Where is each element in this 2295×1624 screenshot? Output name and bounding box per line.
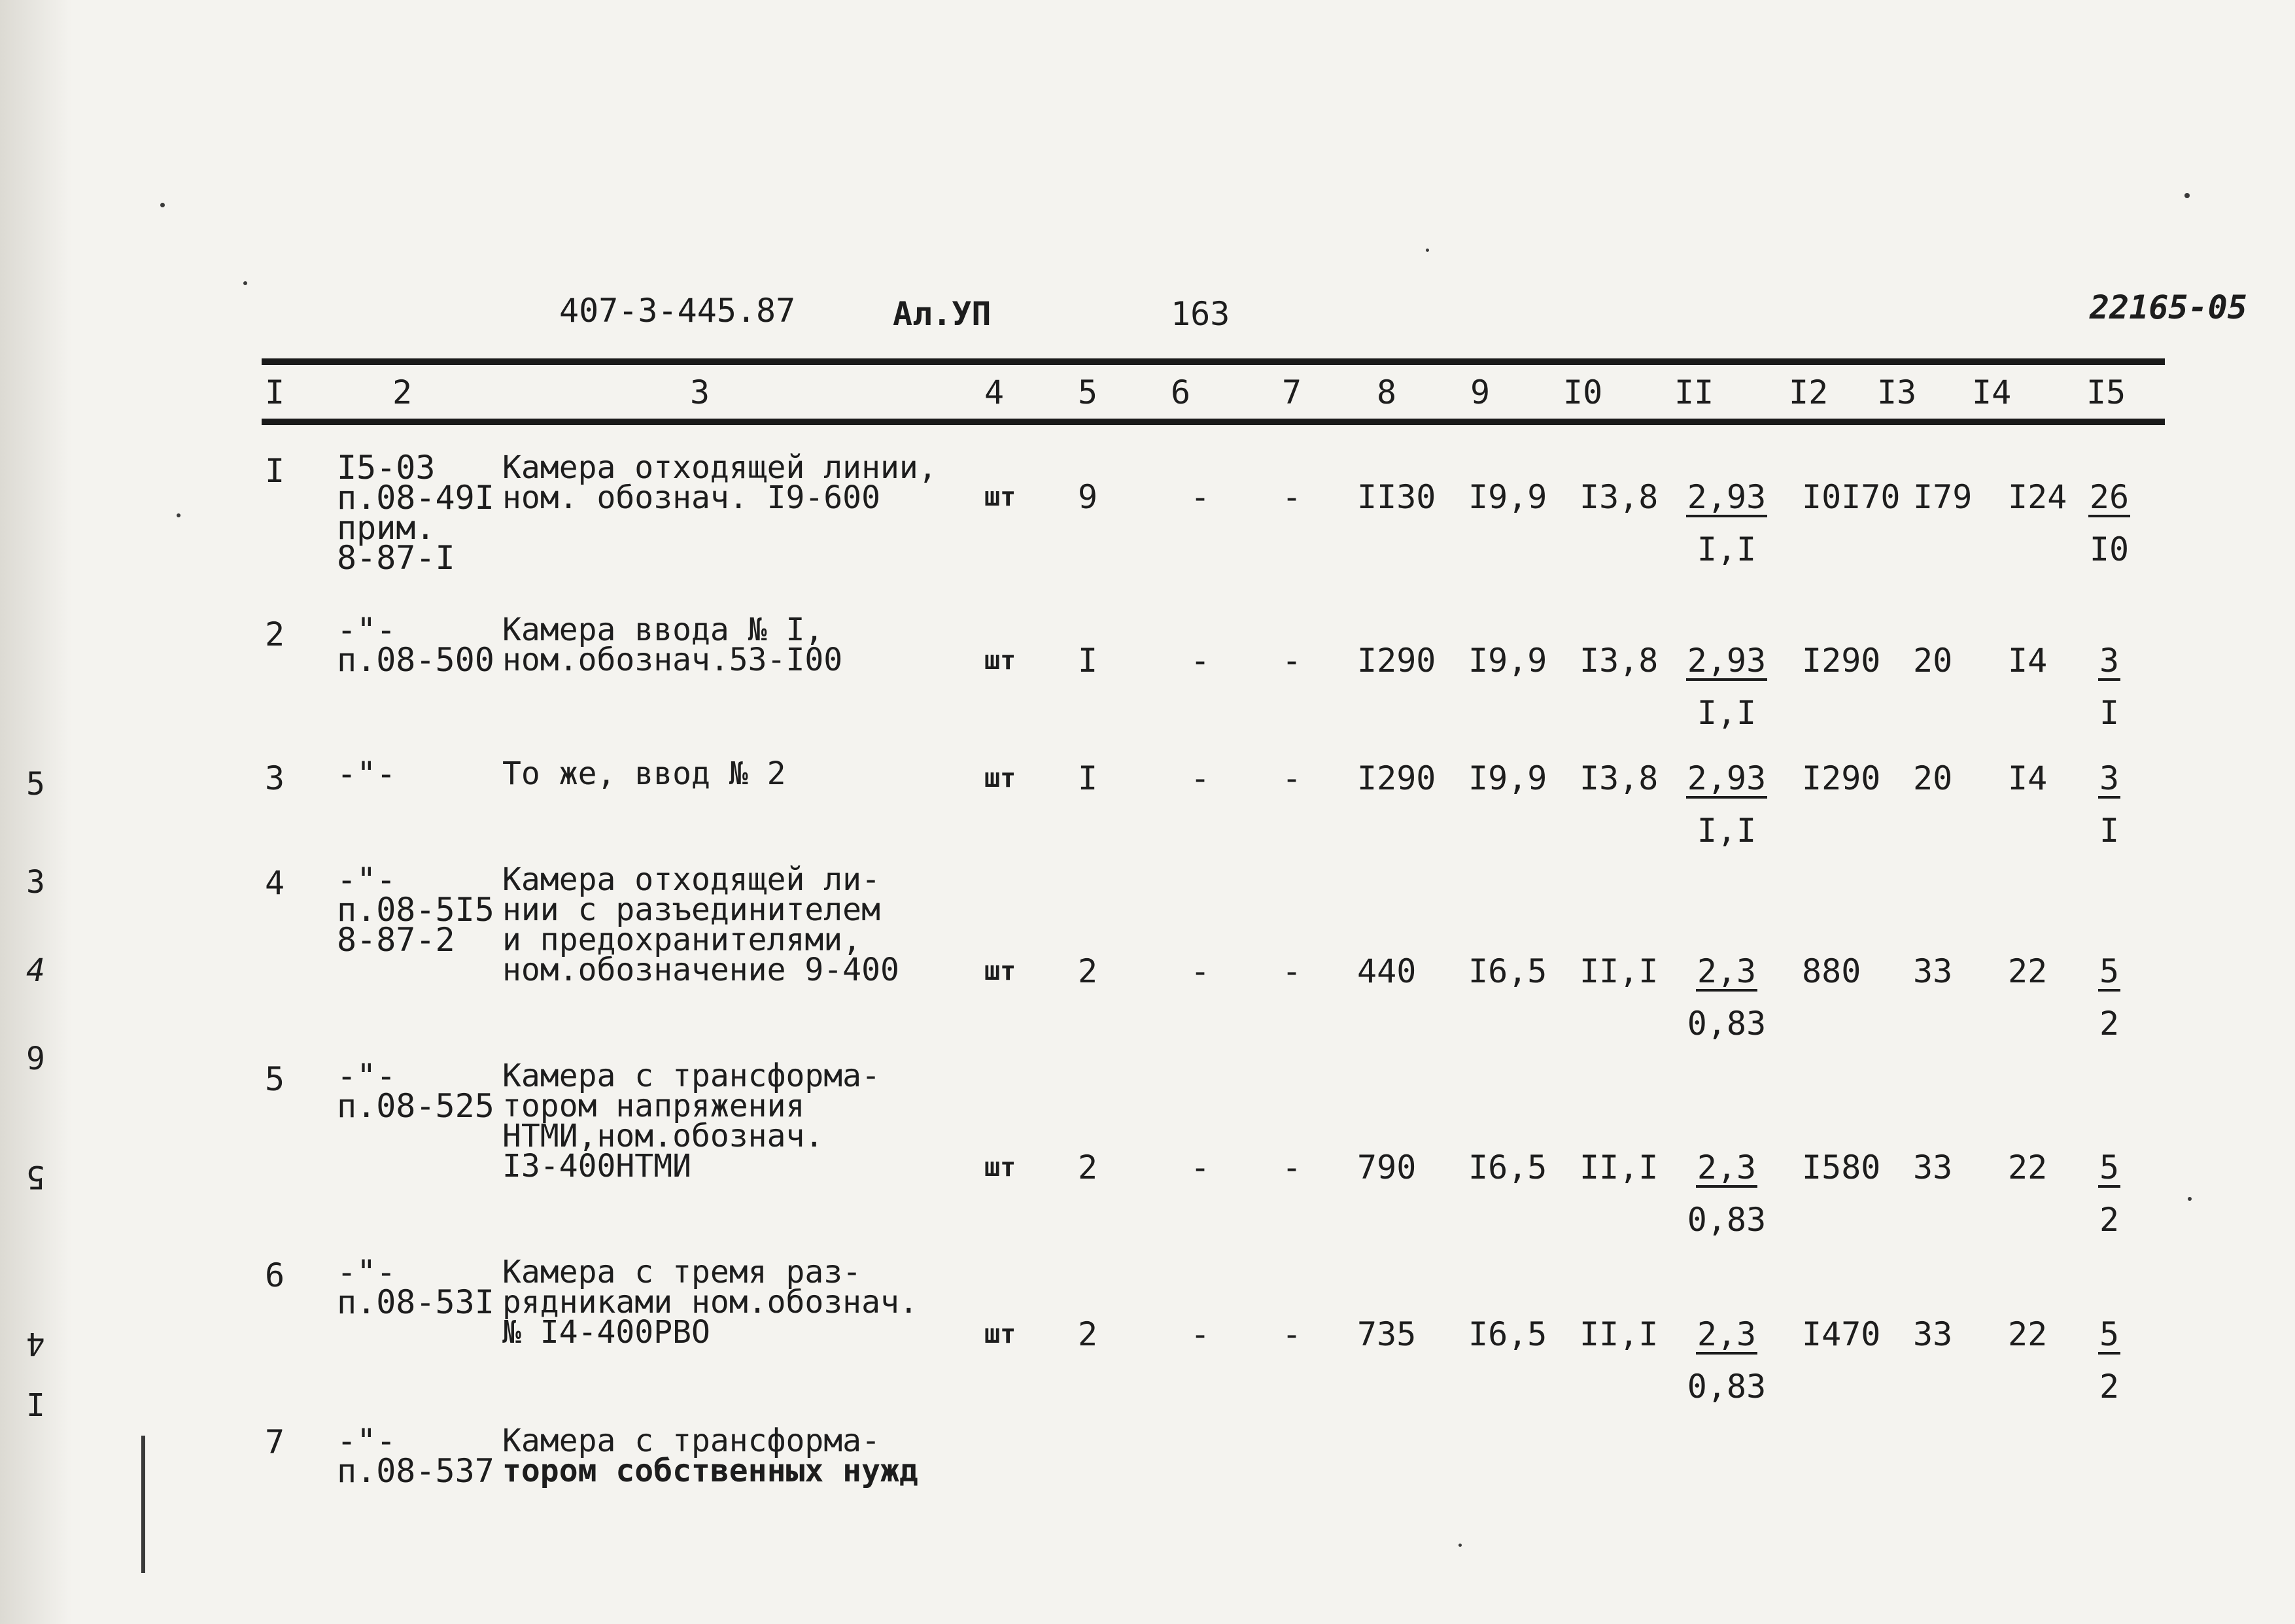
fraction-numerator: 2,3: [1697, 1149, 1757, 1186]
col11-fraction: [1681, 642, 1772, 732]
col12-value: I580: [1802, 1149, 1881, 1186]
column-header: 3: [690, 373, 710, 411]
col7-value: -: [1282, 1315, 1302, 1353]
quantity: 2: [1078, 1315, 1098, 1353]
col14-value: 22: [2008, 952, 2048, 990]
col10-value: I3,8: [1579, 642, 1659, 680]
col11-fraction: [1681, 1149, 1772, 1239]
row-number: 4: [265, 864, 285, 902]
col6-value: -: [1190, 642, 1211, 680]
quantity: 9: [1078, 478, 1098, 516]
unit: шт: [984, 646, 1016, 676]
row-code-line: -"-: [337, 611, 396, 649]
margin-mark: 4: [26, 952, 45, 989]
unit: шт: [984, 763, 1016, 793]
quantity: I: [1078, 642, 1098, 680]
fraction-denominator: 2: [2099, 1201, 2120, 1239]
col7-value: -: [1282, 642, 1302, 680]
album-number: Ал.УП: [893, 295, 992, 333]
margin-mark: 3: [26, 864, 45, 901]
row-description-line: Камера ввода № I,: [502, 612, 824, 648]
fraction-denominator: 2: [2099, 1368, 2120, 1406]
row-description-line: ном.обозначение 9-400: [502, 952, 899, 988]
column-header: 4: [984, 373, 1005, 411]
col10-value: II,I: [1579, 952, 1659, 990]
row-number: 5: [265, 1060, 285, 1098]
row-number: 2: [265, 615, 285, 653]
col13-value: 33: [1913, 1315, 1953, 1353]
column-header: I5: [2086, 373, 2126, 411]
col11-fraction: [1681, 952, 1772, 1043]
col13-value: 33: [1913, 1149, 1953, 1186]
scan-speck: [243, 281, 247, 285]
column-header: 7: [1282, 373, 1302, 411]
row-number: I: [265, 452, 285, 490]
column-header: I2: [1789, 373, 1829, 411]
column-header: I3: [1877, 373, 1917, 411]
fraction-numerator: 2,93: [1687, 759, 1767, 797]
col6-value: -: [1190, 478, 1211, 516]
row-description-line: тором напряжения: [502, 1088, 805, 1124]
table-header-rule: [262, 419, 2165, 425]
unit: шт: [984, 1152, 1016, 1183]
margin-mark: 5: [26, 766, 45, 803]
col14-value: I4: [2008, 642, 2048, 680]
table-top-rule: [262, 358, 2165, 365]
fraction-denominator: I0: [2089, 530, 2130, 568]
row-description-line: № I4-400РВО: [502, 1314, 710, 1351]
column-header: 6: [1171, 373, 1191, 411]
col14-value: I4: [2008, 759, 2048, 797]
scan-speck: [177, 513, 181, 517]
col13-value: 20: [1913, 759, 1953, 797]
row-code-line: -"-: [337, 1422, 396, 1460]
row-description-line: рядниками ном.обознач.: [502, 1284, 918, 1321]
col7-value: -: [1282, 478, 1302, 516]
unit: шт: [984, 482, 1016, 512]
col15-fraction: [2073, 759, 2145, 850]
fraction-numerator: 3: [2099, 642, 2120, 680]
stamp-number: 22165-05: [2090, 288, 2247, 326]
row-code-line: -"-: [337, 861, 396, 899]
margin-line: [141, 1436, 145, 1573]
col15-fraction: [2073, 478, 2145, 568]
col12-value: 880: [1802, 952, 1861, 990]
margin-mark: 4: [26, 1325, 45, 1362]
col8-value: 440: [1357, 952, 1417, 990]
quantity: I: [1078, 759, 1098, 797]
row-description-line: Камера с трансформа-: [502, 1058, 880, 1094]
col13-value: I79: [1913, 478, 1973, 516]
fraction-numerator: 2,93: [1687, 642, 1767, 680]
row-description-line: НТМИ,ном.обознач.: [502, 1118, 824, 1154]
row-description-line: нии с разъединителем: [502, 891, 880, 928]
row-description-line: Камера отходящей ли-: [502, 861, 880, 898]
row-description-line: Камера с трансформа-: [502, 1423, 880, 1459]
row-code-line: п.08-500: [337, 641, 494, 679]
col6-value: -: [1190, 1149, 1211, 1186]
fraction-numerator: 5: [2099, 1149, 2120, 1186]
page-number: 163: [1171, 295, 1230, 333]
fraction-denominator: 0,83: [1687, 1201, 1767, 1239]
row-code-line: п.08-53I: [337, 1283, 494, 1321]
fraction-numerator: 2,3: [1697, 952, 1757, 990]
fraction-denominator: I: [2099, 812, 2120, 850]
row-description-line: Камера с тремя раз-: [502, 1254, 862, 1290]
margin-mark: I: [26, 1387, 45, 1424]
scan-edge-shadow: [0, 0, 72, 1624]
col7-value: -: [1282, 952, 1302, 990]
quantity: 2: [1078, 1149, 1098, 1186]
col9-value: I6,5: [1468, 952, 1547, 990]
fraction-denominator: I,I: [1697, 530, 1757, 568]
row-code-line: -"-: [337, 1057, 396, 1095]
col14-value: 22: [2008, 1149, 2048, 1186]
col9-value: I9,9: [1468, 642, 1547, 680]
col15-fraction: [2073, 1149, 2145, 1239]
scan-speck: [1458, 1544, 1462, 1547]
column-header: II: [1674, 373, 1714, 411]
scan-speck: [1426, 249, 1429, 252]
fraction-numerator: 5: [2099, 1315, 2120, 1353]
col8-value: I290: [1357, 642, 1436, 680]
column-header: I4: [1972, 373, 2012, 411]
col15-fraction: [2073, 1315, 2145, 1406]
col6-value: -: [1190, 952, 1211, 990]
scan-speck: [2188, 1197, 2192, 1201]
col8-value: 735: [1357, 1315, 1417, 1353]
row-description-line: ном. обознач. I9-600: [502, 479, 880, 516]
col10-value: I3,8: [1579, 759, 1659, 797]
row-description-line: и предохранителями,: [502, 922, 862, 958]
row-description-line: Камера отходящей линии,: [502, 449, 937, 486]
unit: шт: [984, 956, 1016, 986]
row-description-line: То же, ввод № 2: [502, 755, 786, 792]
col8-value: II30: [1357, 478, 1436, 516]
column-header: 9: [1470, 373, 1491, 411]
col8-value: I290: [1357, 759, 1436, 797]
scan-speck: [2184, 193, 2190, 198]
fraction-denominator: 0,83: [1687, 1005, 1767, 1043]
col9-value: I6,5: [1468, 1149, 1547, 1186]
fraction-numerator: 26: [2089, 478, 2130, 516]
fraction-numerator: 5: [2099, 952, 2120, 990]
col14-value: I24: [2008, 478, 2067, 516]
column-header: I: [265, 373, 285, 411]
col11-fraction: [1681, 478, 1772, 568]
fraction-denominator: I,I: [1697, 812, 1757, 850]
col10-value: II,I: [1579, 1315, 1659, 1353]
column-header: I0: [1563, 373, 1603, 411]
col9-value: I9,9: [1468, 478, 1547, 516]
col10-value: I3,8: [1579, 478, 1659, 516]
col12-value: I290: [1802, 642, 1881, 680]
row-code-line: -"-: [337, 755, 396, 793]
column-header: 5: [1078, 373, 1098, 411]
row-description-line: тором собственных нужд: [502, 1453, 918, 1489]
col9-value: I9,9: [1468, 759, 1547, 797]
col8-value: 790: [1357, 1149, 1417, 1186]
col7-value: -: [1282, 1149, 1302, 1186]
row-code-line: 8-87-2: [337, 921, 455, 959]
fraction-denominator: I,I: [1697, 694, 1757, 732]
row-code-line: прим.: [337, 509, 436, 547]
fraction-numerator: 3: [2099, 759, 2120, 797]
fraction-numerator: 2,93: [1687, 478, 1767, 516]
column-header: 8: [1377, 373, 1397, 411]
row-code-line: п.08-537: [337, 1452, 494, 1490]
row-code-line: п.08-525: [337, 1087, 494, 1125]
col11-fraction: [1681, 759, 1772, 850]
column-header: 2: [392, 373, 413, 411]
row-code-line: п.08-5I5: [337, 891, 494, 929]
row-description-line: I3-400НТМИ: [502, 1148, 691, 1184]
col13-value: 33: [1913, 952, 1953, 990]
unit: шт: [984, 1319, 1016, 1349]
col15-fraction: [2073, 952, 2145, 1043]
row-number: 6: [265, 1256, 285, 1294]
col12-value: I0I70: [1802, 478, 1901, 516]
row-number: 3: [265, 759, 285, 797]
col6-value: -: [1190, 759, 1211, 797]
scan-speck: [160, 203, 165, 207]
col15-fraction: [2073, 642, 2145, 732]
quantity: 2: [1078, 952, 1098, 990]
row-code-line: п.08-49I: [337, 479, 494, 517]
col9-value: I6,5: [1468, 1315, 1547, 1353]
col11-fraction: [1681, 1315, 1772, 1406]
fraction-denominator: I: [2099, 694, 2120, 732]
row-number: 7: [265, 1423, 285, 1461]
col13-value: 20: [1913, 642, 1953, 680]
row-description-line: ном.обознач.53-I00: [502, 642, 843, 678]
col6-value: -: [1190, 1315, 1211, 1353]
row-code-line: -"-: [337, 1253, 396, 1291]
row-code-line: 8-87-I: [337, 539, 455, 577]
col10-value: II,I: [1579, 1149, 1659, 1186]
col12-value: I470: [1802, 1315, 1881, 1353]
col7-value: -: [1282, 759, 1302, 797]
document-code: 407-3-445.87: [559, 292, 796, 330]
row-code-line: I5-03: [337, 449, 436, 487]
fraction-denominator: 2: [2099, 1005, 2120, 1043]
margin-mark: 9: [26, 1041, 45, 1077]
col14-value: 22: [2008, 1315, 2048, 1353]
col12-value: I290: [1802, 759, 1881, 797]
fraction-numerator: 2,3: [1697, 1315, 1757, 1353]
fraction-denominator: 0,83: [1687, 1368, 1767, 1406]
margin-mark: 5: [26, 1158, 45, 1195]
